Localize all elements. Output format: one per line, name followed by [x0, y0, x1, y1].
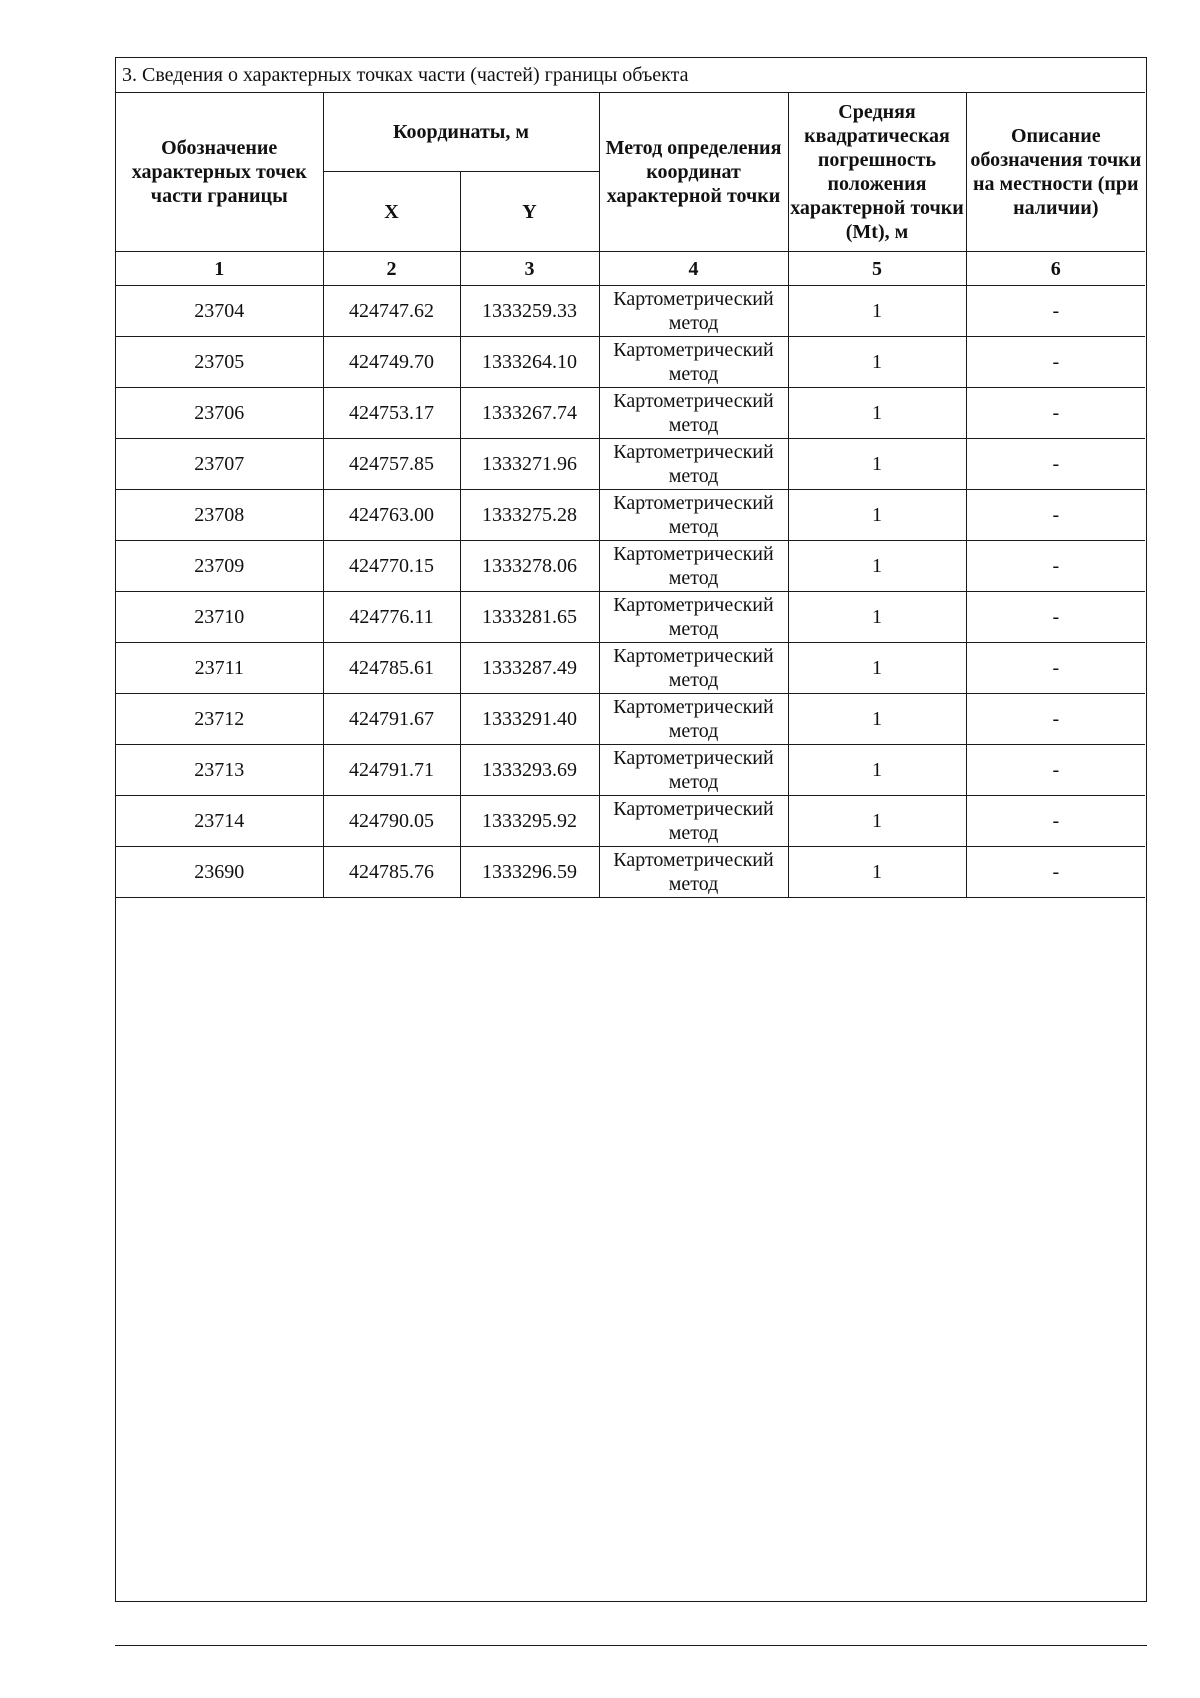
table-row	[116, 694, 1145, 745]
method-cell: Картометрический метод	[599, 847, 788, 898]
header-description: Описание обозначения точки на местности (при наличии)	[966, 93, 1145, 252]
mt-cell: 1	[788, 541, 966, 592]
point-id-cell: 23712	[116, 694, 323, 745]
y-coordinate-cell: 1333264.10	[460, 337, 599, 388]
point-id-cell: 23704	[116, 286, 323, 337]
x-coordinate-cell: 424770.15	[323, 541, 460, 592]
table-row	[116, 439, 1145, 490]
method-cell: Картометрический метод	[599, 388, 788, 439]
method-cell: Картометрический метод	[599, 337, 788, 388]
x-coordinate-cell: 424753.17	[323, 388, 460, 439]
header-method: Метод определения координат характерной точки	[599, 93, 788, 252]
table-row	[116, 847, 1145, 898]
table-row	[116, 796, 1145, 847]
y-coordinate-cell: 1333287.49	[460, 643, 599, 694]
table-row	[116, 643, 1145, 694]
header-x: X	[323, 172, 460, 252]
point-id-cell: 23710	[116, 592, 323, 643]
mt-cell: 1	[788, 643, 966, 694]
mt-cell: 1	[788, 796, 966, 847]
table-row	[116, 337, 1145, 388]
column-number: 4	[599, 252, 788, 286]
point-id-cell: 23714	[116, 796, 323, 847]
point-id-cell: 23711	[116, 643, 323, 694]
point-id-cell: 23705	[116, 337, 323, 388]
column-numbers-row	[116, 252, 1145, 286]
point-id-cell: 23713	[116, 745, 323, 796]
method-cell: Картометрический метод	[599, 490, 788, 541]
y-coordinate-cell: 1333271.96	[460, 439, 599, 490]
table-row	[116, 388, 1145, 439]
footer-rule	[115, 1645, 1147, 1646]
mt-cell: 1	[788, 286, 966, 337]
mt-cell: 1	[788, 490, 966, 541]
description-cell: -	[966, 592, 1145, 643]
x-coordinate-cell: 424785.76	[323, 847, 460, 898]
mt-cell: 1	[788, 439, 966, 490]
description-cell: -	[966, 388, 1145, 439]
column-number: 5	[788, 252, 966, 286]
table-row	[116, 745, 1145, 796]
table-row	[116, 541, 1145, 592]
header-point-designation: Обозначение характерных точек части границы	[116, 93, 323, 252]
method-cell: Картометрический метод	[599, 541, 788, 592]
document-frame	[115, 57, 1147, 1602]
column-number: 1	[116, 252, 323, 286]
header-coordinates: Координаты, м	[323, 93, 599, 172]
column-number: 3	[460, 252, 599, 286]
description-cell: -	[966, 643, 1145, 694]
description-cell: -	[966, 796, 1145, 847]
method-cell: Картометрический метод	[599, 745, 788, 796]
x-coordinate-cell: 424785.61	[323, 643, 460, 694]
x-coordinate-cell: 424791.67	[323, 694, 460, 745]
x-coordinate-cell: 424776.11	[323, 592, 460, 643]
method-cell: Картометрический метод	[599, 592, 788, 643]
description-cell: -	[966, 745, 1145, 796]
description-cell: -	[966, 439, 1145, 490]
point-id-cell: 23690	[116, 847, 323, 898]
method-cell: Картометрический метод	[599, 643, 788, 694]
y-coordinate-cell: 1333281.65	[460, 592, 599, 643]
y-coordinate-cell: 1333278.06	[460, 541, 599, 592]
mt-cell: 1	[788, 694, 966, 745]
description-cell: -	[966, 490, 1145, 541]
table-row	[116, 490, 1145, 541]
y-coordinate-cell: 1333293.69	[460, 745, 599, 796]
description-cell: -	[966, 541, 1145, 592]
x-coordinate-cell: 424749.70	[323, 337, 460, 388]
x-coordinate-cell: 424791.71	[323, 745, 460, 796]
mt-cell: 1	[788, 388, 966, 439]
x-coordinate-cell: 424790.05	[323, 796, 460, 847]
point-id-cell: 23707	[116, 439, 323, 490]
mt-cell: 1	[788, 592, 966, 643]
x-coordinate-cell: 424763.00	[323, 490, 460, 541]
description-cell: -	[966, 337, 1145, 388]
point-id-cell: 23706	[116, 388, 323, 439]
y-coordinate-cell: 1333267.74	[460, 388, 599, 439]
header-mean-square-error: Средняя квадратическая погрешность положения характерной точки (Mt), м	[788, 93, 966, 252]
description-cell: -	[966, 847, 1145, 898]
mt-cell: 1	[788, 847, 966, 898]
column-number: 2	[323, 252, 460, 286]
mt-cell: 1	[788, 337, 966, 388]
y-coordinate-cell: 1333295.92	[460, 796, 599, 847]
boundary-points-table	[116, 58, 1145, 898]
point-id-cell: 23709	[116, 541, 323, 592]
table-row	[116, 286, 1145, 337]
description-cell: -	[966, 694, 1145, 745]
y-coordinate-cell: 1333259.33	[460, 286, 599, 337]
section-title: 3. Сведения о характерных точках части (частей) границы объекта	[116, 58, 1145, 93]
x-coordinate-cell: 424757.85	[323, 439, 460, 490]
method-cell: Картометрический метод	[599, 694, 788, 745]
x-coordinate-cell: 424747.62	[323, 286, 460, 337]
method-cell: Картометрический метод	[599, 286, 788, 337]
method-cell: Картометрический метод	[599, 439, 788, 490]
method-cell: Картометрический метод	[599, 796, 788, 847]
y-coordinate-cell: 1333296.59	[460, 847, 599, 898]
table-row	[116, 592, 1145, 643]
y-coordinate-cell: 1333291.40	[460, 694, 599, 745]
y-coordinate-cell: 1333275.28	[460, 490, 599, 541]
point-id-cell: 23708	[116, 490, 323, 541]
description-cell: -	[966, 286, 1145, 337]
mt-cell: 1	[788, 745, 966, 796]
header-y: Y	[460, 172, 599, 252]
column-number: 6	[966, 252, 1145, 286]
